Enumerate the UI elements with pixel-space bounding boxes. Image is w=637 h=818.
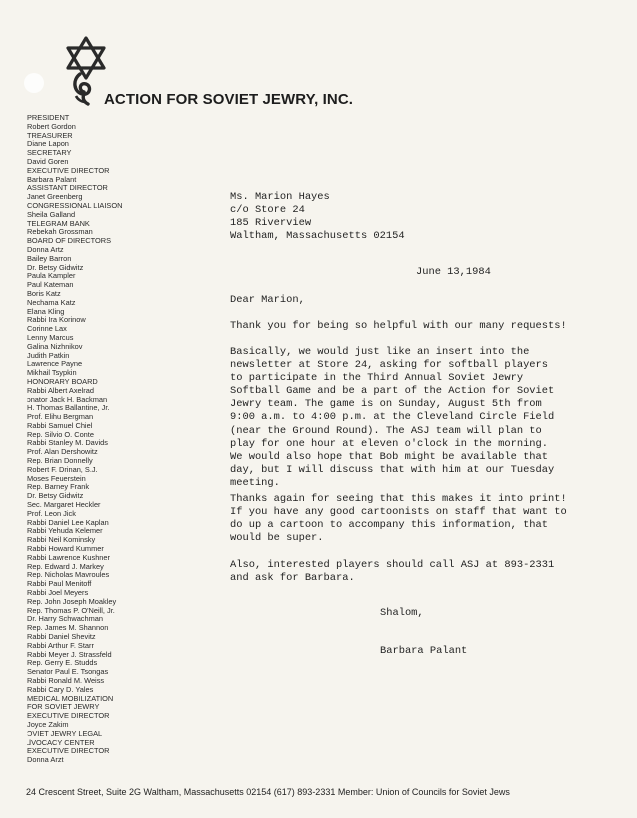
paragraph-cartoon — [230, 493, 582, 545]
sidebar-name: Dr. Harry Schwachman — [27, 615, 103, 624]
sidebar-name: Rabbi Albert Axelrad — [27, 386, 94, 395]
address-line: c/o Store 24 — [230, 204, 305, 217]
sidebar-name: Joyce Zakim — [27, 720, 69, 729]
sidebar-name: Barbara Palant — [27, 175, 77, 184]
sidebar-name: Rabbi Arthur F. Starr — [27, 641, 94, 650]
paragraph-thanks — [230, 320, 582, 333]
sidebar-name: Donna Arzt — [27, 756, 64, 765]
sidebar-name: Corinne Lax — [27, 325, 67, 334]
sidebar-name: Paul Kateman — [27, 281, 74, 290]
sidebar-name: Rabbi Samuel Chiel — [27, 421, 93, 430]
address-line: Ms. Marion Hayes — [230, 191, 330, 203]
sidebar-name: Rep. Nicholas Mavroules — [27, 571, 110, 580]
address-line: Waltham, Massachusetts 02154 — [230, 230, 405, 243]
sidebar-heading: TELEGRAM BANK — [27, 219, 90, 228]
sidebar-name: David Goren — [27, 157, 69, 166]
sidebar-name: Rabbi Ira Korinow — [27, 316, 86, 325]
sidebar-name: Sec. Margaret Heckler — [27, 501, 101, 510]
sidebar-name: Rabbi Neil Kominsky — [27, 536, 96, 545]
signature-name: Barbara Palant — [380, 645, 468, 657]
sidebar-name: Senator Paul E. Tsongas — [27, 668, 109, 677]
sidebar-name: ɔnator Jack H. Backman — [27, 395, 108, 404]
recipient-address — [230, 191, 590, 243]
sidebar-name: Rabbi Stanley M. Davids — [27, 439, 108, 448]
sidebar-heading: CONGRESSIONAL LIAISON — [27, 201, 123, 210]
paragraph-line: Thanks again for seeing that this makes it into print! — [230, 493, 567, 505]
sidebar-name: Rabbi Yehuda Kelemer — [27, 527, 103, 536]
sidebar-heading: ⅃VOCACY CENTER — [27, 738, 95, 747]
sidebar-heading: ƆVIET JEWRY LEGAL — [27, 729, 103, 738]
sidebar-name: Prof. Alan Dershowitz — [27, 448, 98, 457]
sidebar-name: Bailey Barron — [27, 254, 72, 263]
sidebar-name: Sheila Galland — [27, 210, 76, 219]
sidebar-name: Rabbi Daniel Shevitz — [27, 633, 96, 642]
sidebar-heading: FOR SOVIET JEWRY — [27, 703, 100, 712]
sidebar-name: Rep. John Joseph Moakley — [27, 597, 117, 606]
paragraph-line: If you have any good cartoonists on staff that want to — [230, 506, 567, 519]
paragraph-details — [230, 346, 582, 490]
paragraph-line: day, but I will discuss that with him at our Tuesday — [230, 463, 555, 476]
sidebar-name: Robert F. Drinan, S.J. — [27, 465, 98, 474]
sidebar-name: Rep. Brian Donnelly — [27, 457, 93, 466]
sidebar-name: Rabbi Lawrence Kushner — [27, 553, 110, 562]
sidebar-name: Janet Greenberg — [27, 193, 83, 202]
sidebar-heading: HONORARY BOARD — [27, 377, 98, 386]
sidebar-name: Robert Gordon — [27, 122, 76, 131]
sidebar-name: Diane Lapon — [27, 140, 69, 149]
sidebar-name: Boris Katz — [27, 289, 61, 298]
paragraph-line: Basically, we would just like an insert into the — [230, 346, 530, 358]
address-line: 185 Riverview — [230, 217, 312, 230]
paragraph-line: meeting. — [230, 476, 280, 489]
sidebar-name: Nechama Katz — [27, 298, 76, 307]
sidebar-name: Dr. Betsy Gidwitz — [27, 492, 84, 501]
board-member-list — [27, 114, 177, 765]
sidebar-name: Moses Feuerstein — [27, 474, 86, 483]
sidebar-name: Rabbi Ronald M. Weiss — [27, 677, 105, 685]
sidebar-name: Rabbi Howard Kummer — [27, 545, 104, 554]
paragraph-line: Also, interested players should call ASJ at 893-2331 — [230, 559, 555, 571]
salutation: Dear Marion, — [230, 294, 305, 306]
sidebar-name: Rep. Edward J. Markey — [27, 562, 104, 571]
sidebar-name: Lenny Marcus — [27, 333, 74, 342]
sidebar-name: Paula Kampler — [27, 272, 76, 281]
sidebar-name: Rabbi Joel Meyers — [27, 589, 89, 598]
letter-date: June 13,1984 — [416, 266, 491, 278]
sidebar-name: Rabbi Paul Menitoff — [27, 580, 92, 589]
sidebar-heading: BOARD OF DIRECTORS — [27, 237, 112, 246]
sidebar-name: Rep. Thomas P. O'Neill, Jr. — [27, 606, 115, 615]
sidebar-name: Rebekah Grossman — [27, 228, 93, 237]
sidebar-heading: EXECUTIVE DIRECTOR — [27, 747, 110, 756]
sidebar-name: Prof. Elihu Bergman — [27, 413, 94, 422]
sidebar-heading: PRESIDENT — [27, 114, 70, 122]
sidebar-name: Rep. Barney Frank — [27, 483, 90, 492]
sidebar-name: Prof. Leon Jick — [27, 509, 76, 518]
sidebar-heading: EXECUTIVE DIRECTOR — [27, 166, 110, 175]
paragraph-line: do up a cartoon to accompany this information, that — [230, 519, 549, 532]
sidebar-heading: ASSISTANT DIRECTOR — [27, 184, 108, 193]
footer-address: 24 Crescent Street, Suite 2G Waltham, Massachusetts 02154 (617) 893-2331 Member: Union of Councils for Soviet Jews — [26, 787, 510, 797]
sidebar-name: Mikhail Tsypkin — [27, 369, 77, 378]
paragraph-line: play for one hour at eleven o'clock in the morning. — [230, 437, 549, 450]
sidebar-heading: SECRETARY — [27, 149, 72, 158]
paragraph-line: Thank you for being so helpful with our many requests! — [230, 320, 567, 332]
paragraph-line: and ask for Barbara. — [230, 572, 355, 585]
sidebar-name: Lawrence Payne — [27, 360, 83, 369]
paragraph-line: newsletter at Store 24, asking for softball players — [230, 359, 549, 372]
sidebar-name: Elana Kling — [27, 307, 65, 316]
paragraph-line: would be super. — [230, 532, 324, 545]
sidebar-name: Galina Nizhnikov — [27, 342, 83, 351]
sidebar-name: Rep. Silvio O. Conte — [27, 430, 94, 439]
sidebar-name: Rabbi Cary D. Yales — [27, 685, 94, 694]
paragraph-line: Jewry team. The game is on Sunday, August 5th from — [230, 398, 542, 411]
sidebar-name: Rep. James M. Shannon — [27, 624, 109, 633]
paragraph-line: 9:00 a.m. to 4:00 p.m. at the Cleveland Circle Field — [230, 411, 555, 424]
paragraph-line: We would also hope that Bob might be available that — [230, 450, 549, 463]
paragraph-line: to participate in the Third Annual Soviet Jewry — [230, 372, 524, 385]
paragraph-line: (near the Ground Round). The ASJ team will plan to — [230, 424, 542, 437]
sidebar-name: Rep. Gerry E. Studds — [27, 659, 98, 668]
paragraph-line: Softball Game and be a part of the Action for Soviet — [230, 385, 555, 398]
sidebar-name: Judith Patkin — [27, 351, 70, 360]
sidebar-name: Rabbi Meyer J. Strassfeld — [27, 650, 112, 659]
sidebar-heading: MEDICAL MOBILIZATION — [27, 694, 114, 703]
punch-hole-mark — [24, 73, 44, 93]
organization-name: ACTION FOR SOVIET JEWRY, INC. — [104, 91, 354, 108]
sidebar-heading: TREASURER — [27, 131, 73, 140]
sidebar-name: Dr. Betsy Gidwitz — [27, 263, 84, 272]
closing: Shalom, — [380, 607, 424, 619]
paragraph-contact — [230, 559, 582, 585]
sidebar-name: Donna Artz — [27, 245, 64, 254]
sidebar-name: H. Thomas Ballantine, Jr. — [27, 404, 110, 413]
sidebar-heading: EXECUTIVE DIRECTOR — [27, 712, 110, 721]
sidebar-name: Rabbi Daniel Lee Kaplan — [27, 518, 109, 527]
